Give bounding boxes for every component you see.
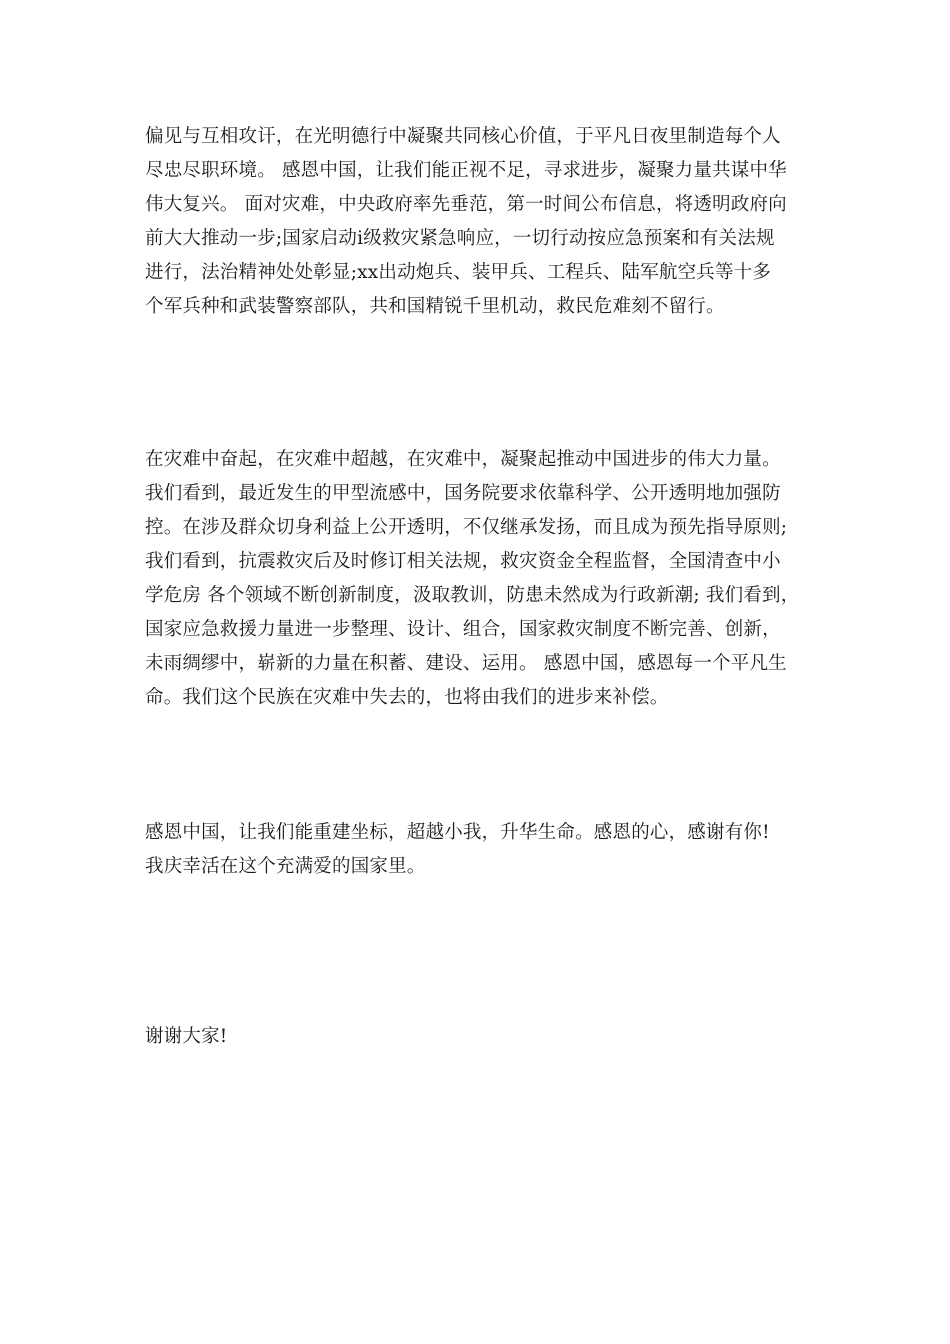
text-line: 伟大复兴。 面对灾难，中央政府率先垂范，第一时间公布信息，将透明政府向 xyxy=(145,194,787,215)
text-line: 个军兵种和武装警察部队，共和国精锐千里机动，救民危难刻不留行。 xyxy=(145,296,725,317)
text-line: 在灾难中奋起，在灾难中超越，在灾难中，凝聚起推动中国进步的伟大力量。 xyxy=(145,449,781,470)
text-line: 尽忠尽职环境。 感恩中国，让我们能正视不足，寻求进步，凝聚力量共谋中华 xyxy=(145,160,787,181)
text-line: 学危房 各个领域不断创新制度，汲取教训，防患未然成为行政新潮; 我们看到， xyxy=(145,585,800,606)
text-line: 感恩中国，让我们能重建坐标，超越小我，升华生命。感恩的心，感谢有你! xyxy=(145,822,770,843)
text-line: 我们看到，抗震救灾后及时修订相关法规，救灾资金全程监督，全国清查中小 xyxy=(145,551,781,572)
text-line: 进行，法治精神处处彰显;xx出动炮兵、装甲兵、工程兵、陆军航空兵等十多 xyxy=(145,262,772,283)
text-line: 命。我们这个民族在灾难中失去的，也将由我们的进步来补偿。 xyxy=(145,687,669,708)
paragraph-2 xyxy=(145,443,825,715)
text-line: 我庆幸活在这个充满爱的国家里。 xyxy=(145,856,426,877)
text-line: 谢谢大家! xyxy=(145,1026,228,1047)
text-line: 控。在涉及群众切身利益上公开透明，不仅继承发扬，而且成为预先指导原则; xyxy=(145,517,788,538)
text-line: 我们看到，最近发生的甲型流感中，国务院要求依靠科学、公开透明地加强防 xyxy=(145,483,781,504)
paragraph-1 xyxy=(145,120,825,324)
text-line: 未雨绸缪中，崭新的力量在积蓄、建设、运用。 感恩中国，感恩每一个平凡生 xyxy=(145,653,787,674)
paragraph-4 xyxy=(145,1020,825,1054)
text-line: 前大大推动一步;国家启动ⅰ级救灾紧急响应，一切行动按应急预案和有关法规 xyxy=(145,228,775,249)
text-line: 国家应急救援力量进一步整理、设计、组合，国家救灾制度不断完善、创新， xyxy=(145,619,781,640)
text-line: 偏见与互相攻讦，在光明德行中凝聚共同核心价值，于平凡日夜里制造每个人 xyxy=(145,126,781,147)
paragraph-3 xyxy=(145,816,825,884)
